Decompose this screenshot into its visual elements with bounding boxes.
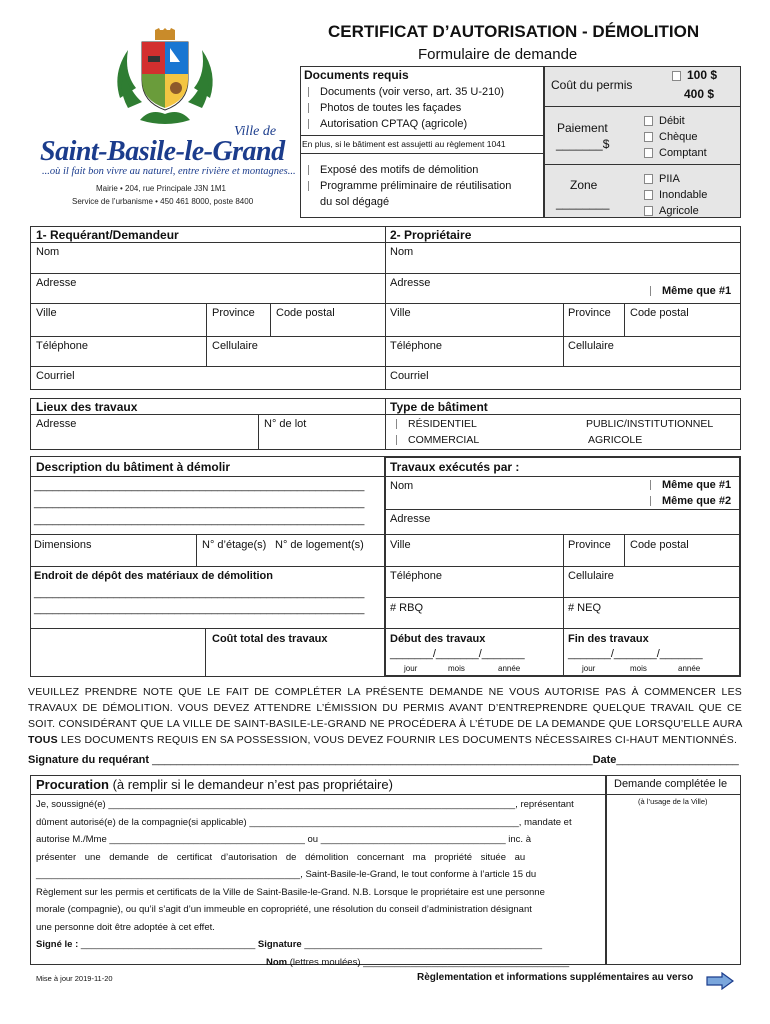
travaux-rbq[interactable]: # RBQ [390,602,424,614]
checkbox[interactable] [308,87,314,97]
travaux-code-postal[interactable]: Code postal [630,539,689,551]
municipality-service: Service de l’urbanisme • 450 461 8000, poste 8400 [72,197,254,206]
description-heading: Description du bâtiment à démolir [36,460,231,474]
payment-label: Paiement [557,121,608,135]
travaux-ville[interactable]: Ville [390,539,411,551]
type-residentiel[interactable]: RÉSIDENTIEL [396,418,477,430]
proprietaire-ville[interactable]: Ville [390,307,411,319]
fin-date-line[interactable]: _______/_______/_______ [568,648,703,660]
requerant-ville[interactable]: Ville [36,307,57,319]
proprietaire-nom[interactable]: Nom [390,246,414,258]
depot-line-2[interactable]: ______________________________________________________ [34,603,365,615]
travaux-heading: Travaux exécutés par : [390,460,520,474]
type-agricole[interactable]: AGRICOLE [588,434,643,446]
proprietaire-heading: 2- Propriétaire [390,228,472,242]
description-logements[interactable]: N° de logement(s) [275,539,364,551]
type-public[interactable]: PUBLIC/INSTITUTIONNEL [586,418,714,430]
requerant-adresse[interactable]: Adresse [36,277,77,289]
payment-cheque[interactable]: Chèque [644,129,707,145]
requerant-courriel[interactable]: Courriel [36,370,75,382]
cost-amount-1[interactable]: 100 $ [672,68,717,82]
requerant-code-postal[interactable]: Code postal [276,307,335,319]
checkbox[interactable] [308,119,314,129]
municipality-name: Saint-Basile-le-Grand [40,136,285,167]
document-item[interactable]: Exposé des motifs de démolition [308,162,511,178]
municipality-address: Mairie • 204, rue Principale J3N 1M1 [96,184,226,193]
document-item[interactable]: Programme préliminaire de réutilisation [308,178,511,194]
proprietaire-province[interactable]: Province [568,307,611,319]
debut-date-line[interactable]: _______/_______/_______ [390,648,525,660]
zone-piia[interactable]: PIIA [644,171,707,187]
documents-note: En plus, si le bâtiment est assujetti au règlement 1041 [302,139,506,149]
checkbox[interactable] [308,181,314,191]
signature-line[interactable]: ________________________________________________________________________ [152,754,593,766]
proprietaire-cellulaire[interactable]: Cellulaire [568,340,614,352]
cost-amount-2: 400 $ [684,87,715,101]
lieux-adresse[interactable]: Adresse [36,418,77,430]
type-heading: Type de bâtiment [390,400,488,414]
checkbox[interactable] [644,206,653,216]
documents-list [308,84,504,132]
travaux-province[interactable]: Province [568,539,611,551]
requerant-cellulaire[interactable]: Cellulaire [212,340,258,352]
updated-date: Mise à jour 2019-11-20 [36,974,113,983]
proprietaire-telephone[interactable]: Téléphone [390,340,442,352]
zone-options [644,171,707,219]
proprietaire-meme[interactable]: Même que #1 [650,285,731,297]
checkbox[interactable] [650,496,656,506]
checkbox[interactable] [308,165,314,175]
depot-label: Endroit de dépôt des matériaux de démolition [34,570,273,582]
notice-text: VEUILLEZ PRENDRE NOTE QUE LE FAIT DE COMPLÉTER LA PRÉSENTE DEMANDE NE VOUS AUTORISE PAS À COMMENCER LES TRAVAUX DE DÉMOLITION. VOUS DEVEZ ATTENDRE L’ÉMISSION DU PERMIS AVANT D’ENTREPRENDRE QUELQUE TRAVAIL QUE CE SOIT. CONSIDÉRANT QUE LA VILLE DE SAINT-BASILE-LE-GRAND NE PROCÉDERA À L’ÉTUDE DE LA DEMANDE QUE LORSQU’ELLE AURA TOUS LES DOCUMENTS REQUIS EN SA POSSESSION, VOUS DEVEZ FOURNIR LES DOCUMENTS NÉCESSAIRES CI-HAUT MENTIONNÉS. [28,686,742,746]
debut-jour: jour [404,664,418,673]
checkbox[interactable] [644,132,653,142]
document-item[interactable]: Documents (voir verso, art. 35 U-210) [308,84,504,100]
debut-annee: année [498,664,521,673]
checkbox[interactable] [644,190,653,200]
travaux-neq[interactable]: # NEQ [568,602,602,614]
payment-options [644,113,707,161]
checkbox[interactable] [672,71,681,81]
description-etages[interactable]: N° d’étage(s) [202,539,267,551]
completed-label: Demande complétée le [614,778,728,790]
description-line-1[interactable]: ______________________________________________________ [34,480,365,492]
checkbox[interactable] [396,435,402,445]
payment-comptant[interactable]: Comptant [644,145,707,161]
signature-label: Signature du requérant [28,754,150,766]
procuration-heading: Procuration (à remplir si le demandeur n’est pas propriétaire) [36,777,393,792]
fin-label: Fin des travaux [568,633,649,645]
ville-de-label: Ville de [234,124,277,139]
requerant-heading: 1- Requérant/Demandeur [36,228,179,242]
lieux-heading: Lieux des travaux [36,400,138,414]
travaux-cellulaire[interactable]: Cellulaire [568,570,614,582]
description-dimensions[interactable]: Dimensions [34,539,92,551]
arrow-right-icon[interactable] [706,972,734,995]
requerant-telephone[interactable]: Téléphone [36,340,88,352]
description-line-3[interactable]: ______________________________________________________ [34,514,365,526]
depot-line-1[interactable]: ______________________________________________________ [34,587,365,599]
checkbox[interactable] [644,116,653,126]
description-line-2[interactable]: ______________________________________________________ [34,497,365,509]
zone-agricole[interactable]: Agricole [644,203,707,219]
lieux-lot[interactable]: N° de lot [264,418,307,430]
checkbox[interactable] [644,148,653,158]
payment-line[interactable]: _______$ [556,137,610,151]
travaux-adresse[interactable]: Adresse [390,513,431,525]
coat-of-arms-logo [110,28,220,128]
checkbox[interactable] [644,174,653,184]
zone-line[interactable]: ________ [556,196,610,210]
travaux-nom[interactable]: Nom [390,480,414,492]
documents-heading: Documents requis [304,68,409,82]
fin-annee: année [678,664,701,673]
proprietaire-courriel[interactable]: Courriel [390,370,429,382]
proprietaire-adresse[interactable]: Adresse [390,277,431,289]
travaux-meme-2[interactable]: Même que #2 [650,495,731,507]
document-item[interactable]: Autorisation CPTAQ (agricole) [308,116,504,132]
debut-mois: mois [448,664,465,673]
zone-inondable[interactable]: Inondable [644,187,707,203]
debut-label: Début des travaux [390,633,486,645]
page-title: CERTIFICAT D’AUTORISATION - DÉMOLITION [328,22,700,41]
checkbox[interactable] [396,419,402,429]
checkbox[interactable] [650,286,656,296]
travaux-telephone[interactable]: Téléphone [390,570,442,582]
cost-label: Coût du permis [551,78,633,92]
proprietaire-code-postal[interactable]: Code postal [630,307,689,319]
completed-sub: (à l’usage de la Ville) [638,797,708,806]
documents-list-2: Exposé des motifs de démolition Programme préliminaire de réutilisation du sol dégagé [308,162,511,210]
signature-row [28,754,739,766]
date-line[interactable]: ____________________ [616,754,739,766]
fin-mois: mois [630,664,647,673]
procuration-body: Je, soussigné(e) _____________________________________________________________________________, représentant dûment autorisé(e) de la compagnie(si applicable) ___________________________________________________, mandate et autorise M./Mme _____________________________________ ou ___________________________________ inc. à présenter une demande de certificat d’autorisation de démolition concernant ma propriété située au __________________________________________________, Saint-Basile-le-Grand, le tout conforme à l’article 15 du Règlement sur les permis et certificats de la Ville de Saint-Basile-le-Grand. N.B. Lorsque le propriétaire est une personne morale (compagnie), ou qu’il s’agit d’un immeuble en copropriété, une résolution du conseil d’administration désignant une personne doit être adoptée à cet effet. Signé le : _________________________________ Signature _____________________________________________ Nom (lettres moulées) _______________________________________ [36,799,574,968]
requerant-nom[interactable]: Nom [36,246,60,258]
municipality-tagline: ...où il fait bon vivre au naturel, entre rivière et montagnes... [42,166,296,177]
travaux-meme-1[interactable]: Même que #1 [650,479,731,491]
type-commercial[interactable]: COMMERCIAL [396,434,479,446]
fin-jour: jour [582,664,596,673]
checkbox[interactable] [308,103,314,113]
cout-total-label[interactable]: Coût total des travaux [212,633,328,645]
document-item[interactable]: Photos de toutes les façades [308,100,504,116]
zone-label: Zone [570,178,598,192]
checkbox[interactable] [650,480,656,490]
requerant-province[interactable]: Province [212,307,255,319]
verso-note: Règlementation et informations supplémentaires au verso [417,972,694,983]
date-label: Date [592,754,617,766]
page-subtitle: Formulaire de demande [418,46,578,63]
payment-debit[interactable]: Débit [644,113,707,129]
